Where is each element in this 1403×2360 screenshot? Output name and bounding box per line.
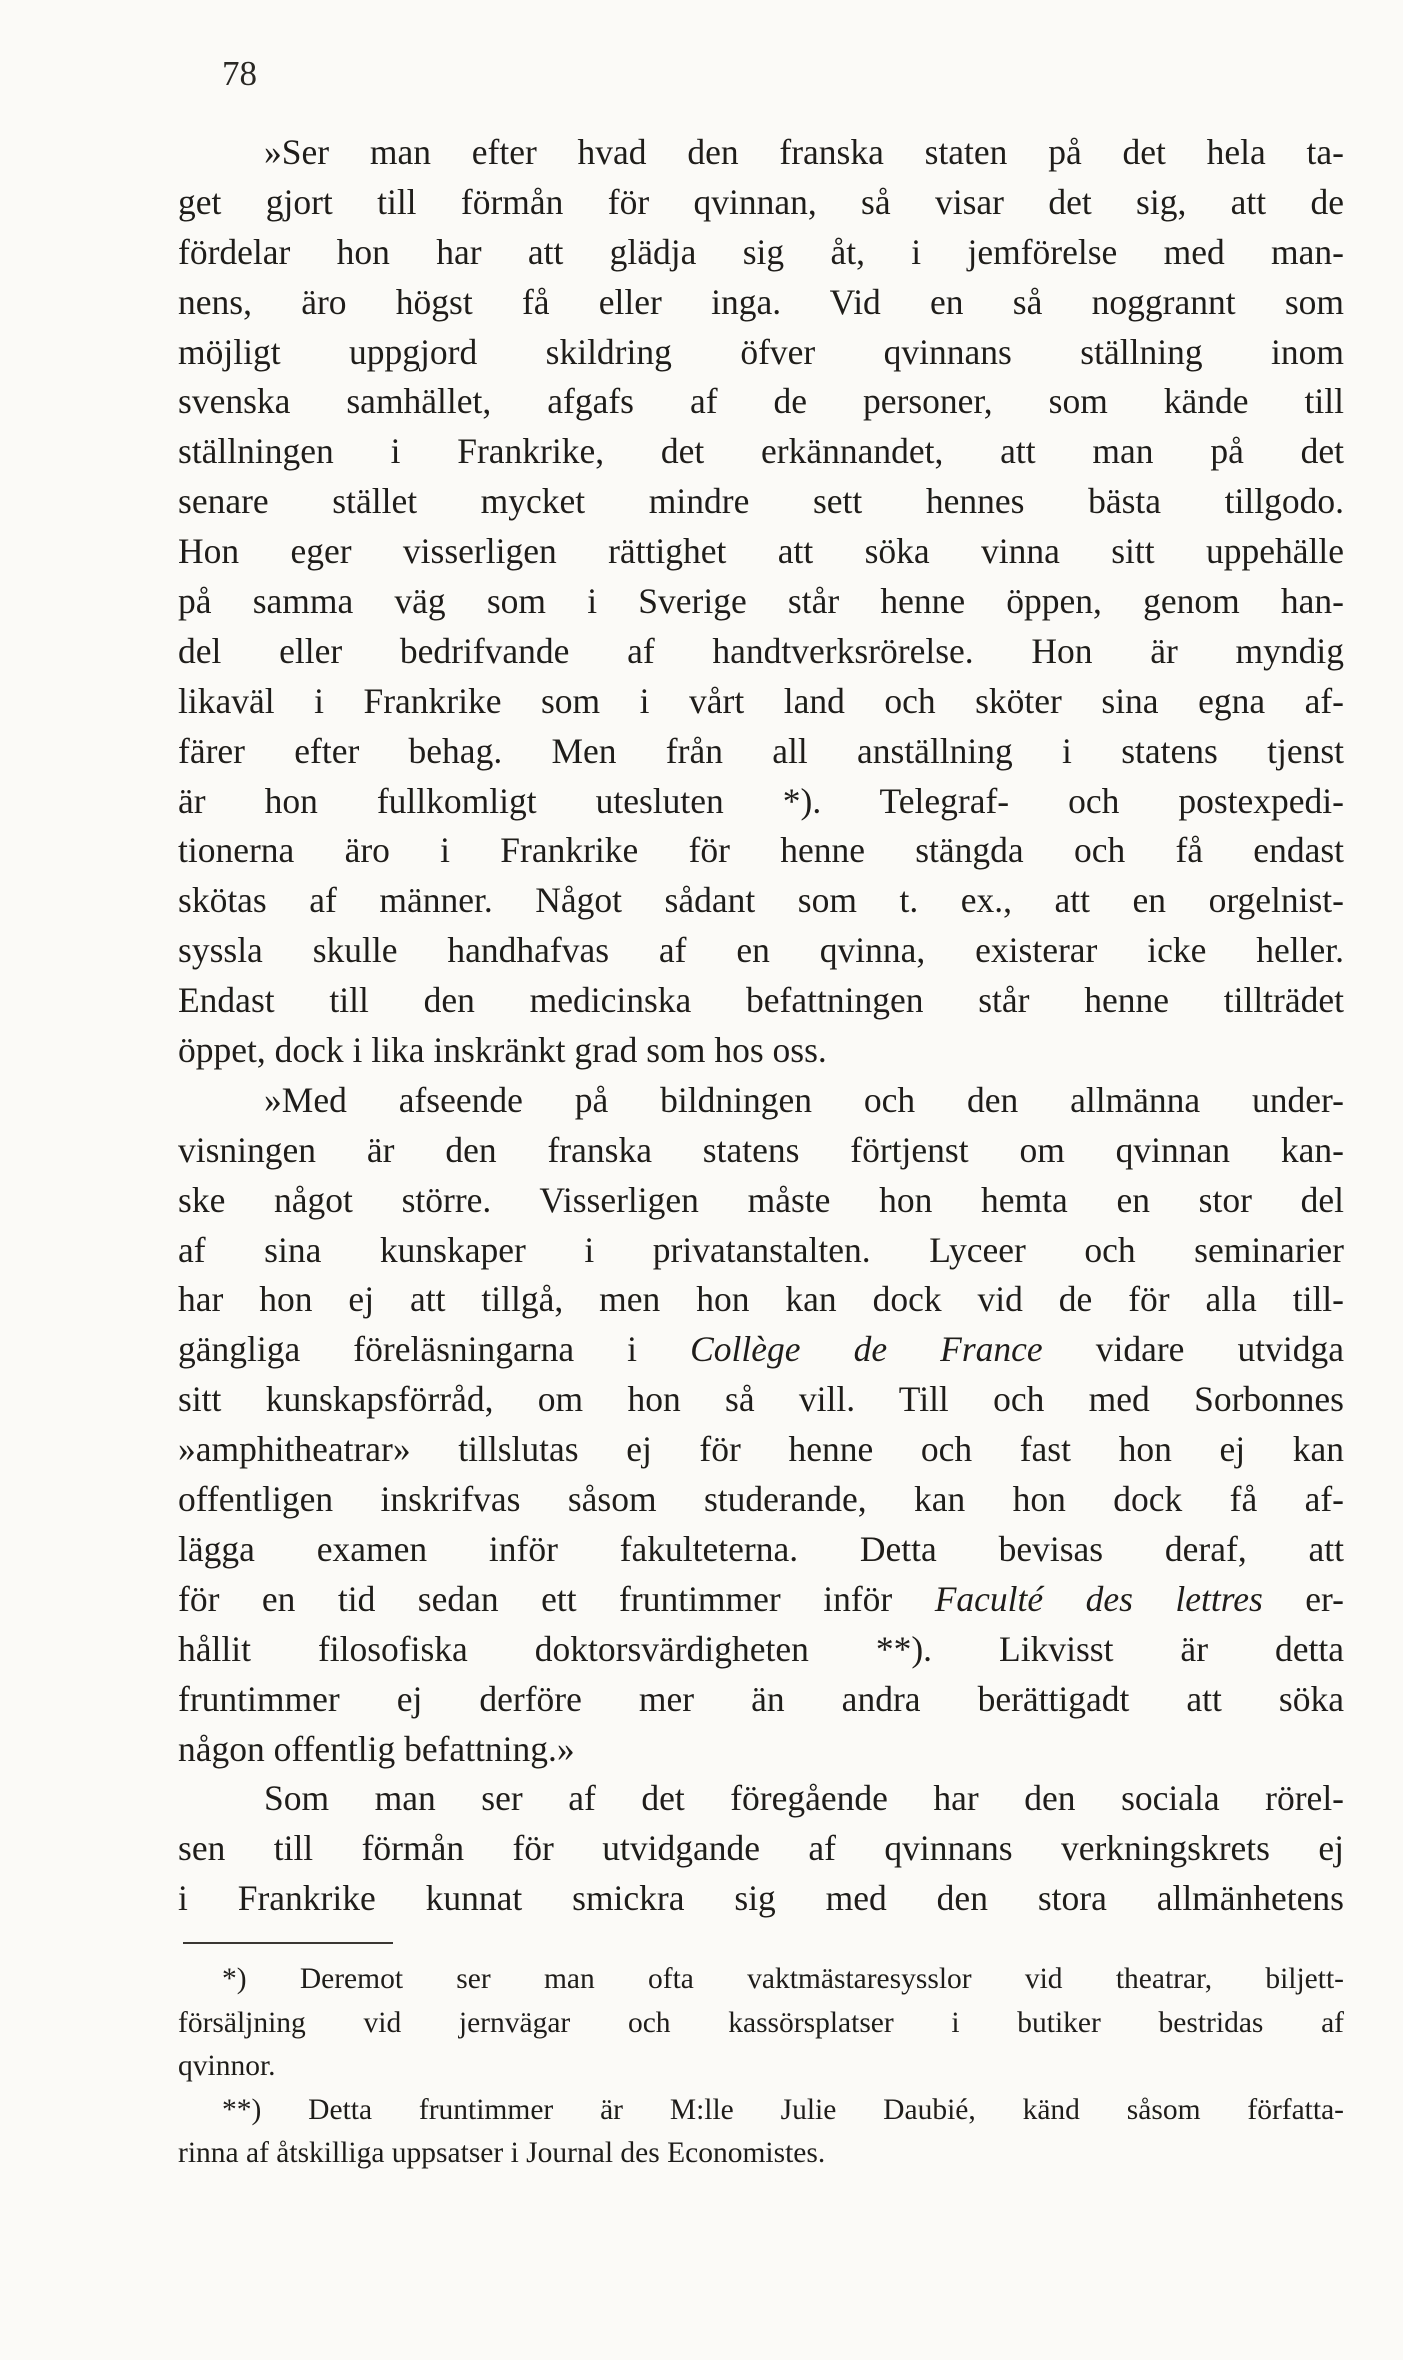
text-line: Hon eger visserligen rättighet att söka vinna sitt uppehälle (178, 531, 1344, 572)
text-line: öppet, dock i lika inskränkt grad som hos oss. (178, 1030, 827, 1071)
text-line: i Frankrike kunnat smickra sig med den stora allmänhetens (178, 1878, 1344, 1919)
text-line: möjligt uppgjord skildring öfver qvinnans ställning inom (178, 331, 1344, 372)
footnote-divider (183, 1942, 393, 1944)
text-line: »amphitheatrar» tillslutas ej för henne och fast hon ej kan (178, 1429, 1344, 1470)
body-text (178, 128, 1344, 1924)
text-line: Som man ser af det föregående har den sociala rörel- (264, 1778, 1344, 1819)
text-line: sen till förmån för utvidgande af qvinnans verkningskrets ej (178, 1828, 1344, 1869)
text-line: någon offentlig befattning.» (178, 1728, 575, 1769)
footnote-line: **) Detta fruntimmer är M:lle Julie Daubié, känd såsom författa- (222, 2093, 1344, 2126)
text-line: offentligen inskrifvas såsom studerande, kan hon dock få af- (178, 1479, 1344, 1520)
footnote-line: försäljning vid jernvägar och kassörsplatser i butiker bestridas af (178, 2006, 1344, 2039)
text-line: Endast till den medicinska befattningen står henne tillträdet (178, 980, 1344, 1021)
text-line: fruntimmer ej derföre mer än andra berättigadt att söka (178, 1678, 1344, 1719)
text-line: sitt kunskapsförråd, om hon så vill. Till och med Sorbonnes (178, 1379, 1344, 1420)
text-line: get gjort till förmån för qvinnan, så visar det sig, att de (178, 181, 1344, 222)
footnote-line: qvinnor. (178, 2050, 276, 2082)
text-line: del eller bedrifvande af handtverksrörelse. Hon är myndig (178, 630, 1344, 671)
text-line: tionerna äro i Frankrike för henne stängda och få endast (178, 830, 1344, 871)
footnotes (178, 1958, 1344, 2176)
text-line: för en tid sedan ett fruntimmer inför Faculté des lettres er- (178, 1578, 1344, 1619)
text-line: färer efter behag. Men från all anställning i statens tjenst (178, 730, 1344, 771)
text-line: likaväl i Frankrike som i vårt land och sköter sina egna af- (178, 680, 1344, 721)
text-line: ställningen i Frankrike, det erkännandet, att man på det (178, 431, 1344, 472)
text-line: senare stället mycket mindre sett hennes bästa tillgodo. (178, 481, 1344, 522)
italic-phrase: Faculté des lettres (934, 1578, 1263, 1619)
text-line: lägga examen inför fakulteterna. Detta bevisas deraf, att (178, 1528, 1344, 1569)
text-line: fördelar hon har att glädja sig åt, i jemförelse med man- (178, 231, 1344, 272)
italic-phrase: Collège de France (690, 1329, 1043, 1370)
text-line: på samma väg som i Sverige står henne öppen, genom han- (178, 581, 1344, 622)
text-line: »Med afseende på bildningen och den allmänna under- (264, 1079, 1344, 1120)
text-line: nens, äro högst få eller inga. Vid en så noggrannt som (178, 281, 1344, 322)
text-line: ske något större. Visserligen måste hon hemta en stor del (178, 1179, 1344, 1220)
footnote-line: rinna af åtskilliga uppsatser i Journal des Economistes. (178, 2137, 826, 2169)
text-line: skötas af männer. Något sådant som t. ex., att en orgelnist- (178, 880, 1344, 921)
page-number: 78 (222, 54, 257, 93)
text-line: hållit filosofiska doktorsvärdigheten **). Likvisst är detta (178, 1628, 1344, 1669)
text-line: är hon fullkomligt utesluten *). Telegraf- och postexpedi- (178, 780, 1344, 821)
text-line: syssla skulle handhafvas af en qvinna, existerar icke heller. (178, 930, 1344, 971)
text-line: »Ser man efter hvad den franska staten på det hela ta- (264, 132, 1344, 172)
footnote-line: *) Deremot ser man ofta vaktmästaresysslor vid theatrar, biljett- (222, 1963, 1344, 1995)
text-line: af sina kunskaper i privatanstalten. Lyceer och seminarier (178, 1229, 1344, 1270)
text-line: gängliga föreläsningarna i Collège de France vidare utvidga (178, 1329, 1344, 1370)
text-line: har hon ej att tillgå, men hon kan dock vid de för alla till- (178, 1279, 1344, 1320)
text-line: visningen är den franska statens förtjenst om qvinnan kan- (178, 1129, 1344, 1170)
text-line: svenska samhället, afgafs af de personer, som kände till (178, 381, 1344, 422)
